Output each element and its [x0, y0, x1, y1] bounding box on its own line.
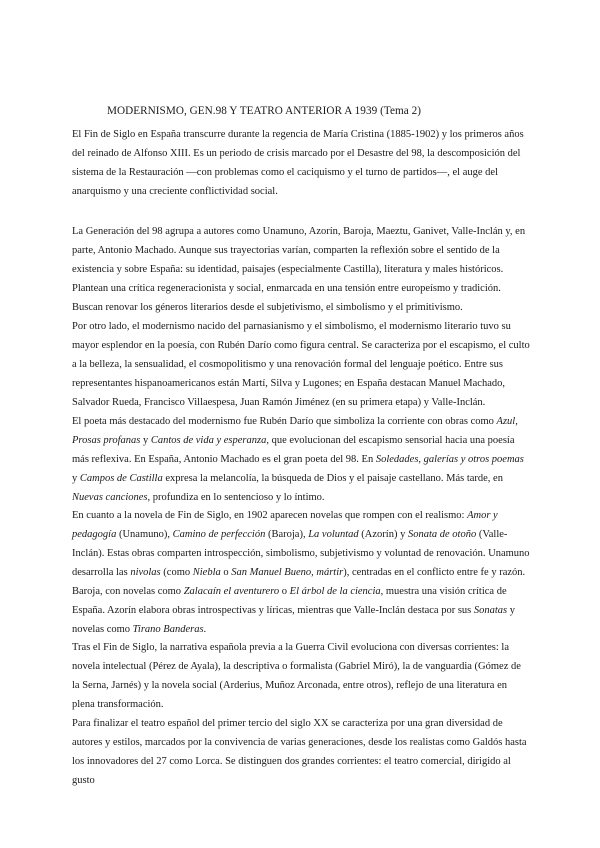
text-run: El Fin de Siglo en España transcurre durante la regencia de María Cristina (1885-1902) y los primeros años del reinado de Alfonso XIII. Es un periodo de crisis marcado por el Desastre del 98, la descomposición del sistema de la Restauración —con problemas como el caciquismo y el turno de partidos—, el auge del anarquismo y una creciente conflictividad social.: [72, 129, 524, 197]
text-run: y: [140, 435, 151, 446]
text-run: Por otro lado, el modernismo nacido del parnasianismo y el simbolismo, el modernismo literario tuvo su mayor esplendor en la poesía, con Rubén Darío como figura central. Se caracteriza por el escapismo, el culto a la belleza, la sensualidad, el cosmopolitismo y una renovación formal del lenguaje poético. Entre sus representantes hispanoamericanos están Martí, Silva y Lugones; en España destacan Manuel Machado, Salvador Rueda, Francisco Villaespesa, Juan Ramón Jiménez (en su primera etapa) y Valle-Inclán.: [72, 321, 530, 408]
work-title: Nuevas canciones: [72, 492, 148, 503]
work-title: San Manuel Bueno, mártir: [231, 567, 344, 578]
text-run: expresa la melancolía, la búsqueda de Dios y el paisaje castellano. Más tarde, en: [162, 473, 503, 484]
text-run: Para finalizar el teatro español del primer tercio del siglo XX se caracteriza por una gran diversidad de autores y estilos, marcados por la convivencia de varias generaciones, desde los realistas como Galdós hasta los innovadores del 27 como Lorca. Se distinguen dos grandes corrientes: el teatro comercial, dirigido al gusto: [72, 718, 527, 786]
work-title: Azul: [496, 416, 516, 427]
text-run: o: [279, 586, 290, 597]
text-run: En cuanto a la novela de Fin de Siglo, en 1902 aparecen novelas que rompen con el realismo:: [72, 510, 468, 521]
work-title: La voluntad: [308, 529, 359, 540]
text-run: El poeta más destacado del modernismo fue Rubén Darío que simboliza la corriente con obras como: [72, 416, 497, 427]
text-run: , profundiza en lo sentencioso y lo íntimo.: [147, 492, 325, 503]
work-title: Sonata de otoño: [407, 529, 477, 540]
work-title: Tirano Banderas: [132, 624, 204, 635]
work-title: Soledades, galerías y otros poemas: [375, 454, 524, 465]
text-run: (como: [160, 567, 193, 578]
paragraph-teatro: [72, 714, 531, 790]
paragraph-narrativa-preguerra: [72, 638, 531, 714]
work-title: Prosas profanas: [72, 435, 141, 446]
paragraph-poesia-dario-machado: [72, 412, 531, 507]
text-run: (Baroja),: [265, 529, 309, 540]
text-run: La Generación del 98 agrupa a autores como Unamuno, Azorín, Baroja, Maeztu, Ganivet, Valle-Inclán y, en parte, Antonio Machado. Aunque sus trayectorias varían, comparten la reflexión sobre el sentido de la existencia y sobre España: su identidad, paisajes (especialmente Castilla), literatura y males históricos. Plantean una crítica regeneracionista y social, enmarcada en una tensión entre europeísmo y tradición. Buscan renovar los géneros literarios desde el subjetivismo, el simbolismo y el primitivismo.: [72, 226, 526, 313]
paragraph-novela-fin-de-siglo: [72, 506, 531, 639]
text-run: (Valle-Inclán). Estas obras comparten introspección, simbolismo, subjetivismo y voluntad de renovación. Unamuno desarrolla las: [72, 529, 530, 578]
document-title: MODERNISMO, GEN.98 Y TEATRO ANTERIOR A 1939 (Tema 2): [107, 105, 422, 117]
text-run: ,: [515, 416, 518, 427]
text-run: ), centradas en el conflicto entre fe y razón. Baroja, con novelas como: [72, 567, 526, 597]
text-run: y novelas como: [72, 605, 516, 635]
text-run: , que evolucionan del escapismo sensorial hacia una poesía más reflexiva. En España, Antonio Machado es el gran poeta del 98. En: [72, 435, 515, 465]
work-title: Cantos de vida y esperanza: [150, 435, 267, 446]
text-run: (Azorín) y: [358, 529, 408, 540]
paragraph-modernismo: [72, 317, 531, 412]
paragraph-fin-de-siglo-context: [72, 125, 531, 201]
text-run: o: [220, 567, 232, 578]
work-title: El árbol de la ciencia: [289, 586, 381, 597]
paragraph-generacion-98: [72, 222, 531, 317]
work-title: Zalacaín el aventurero: [183, 586, 280, 597]
text-run: .: [203, 624, 207, 635]
work-title: Niebla: [192, 567, 221, 578]
text-run: y: [72, 473, 80, 484]
work-title: Camino de perfección: [172, 529, 266, 540]
text-run: , muestra una visión crítica de España. Azorín elabora obras introspectivas y líricas, mientras que Valle-Inclán destaca por sus: [72, 586, 507, 616]
text-run: (Unamuno),: [116, 529, 173, 540]
work-title: Sonatas: [473, 605, 508, 616]
text-run: Tras el Fin de Siglo, la narrativa española previa a la Guerra Civil evoluciona con diversas corrientes: la novela intelectual (Pérez de Ayala), la descriptiva o formalista (Gabriel Miró), la de vanguardia (Gómez de la Serna, Jarnés) y la novela social (Arderius, Muñoz Arconada, entre otros), reflejo de una literatura en plena transformación.: [72, 642, 521, 710]
work-title: Amor y pedagogía: [72, 510, 498, 540]
work-title: nivolas: [130, 567, 161, 578]
work-title: Campos de Castilla: [79, 473, 163, 484]
